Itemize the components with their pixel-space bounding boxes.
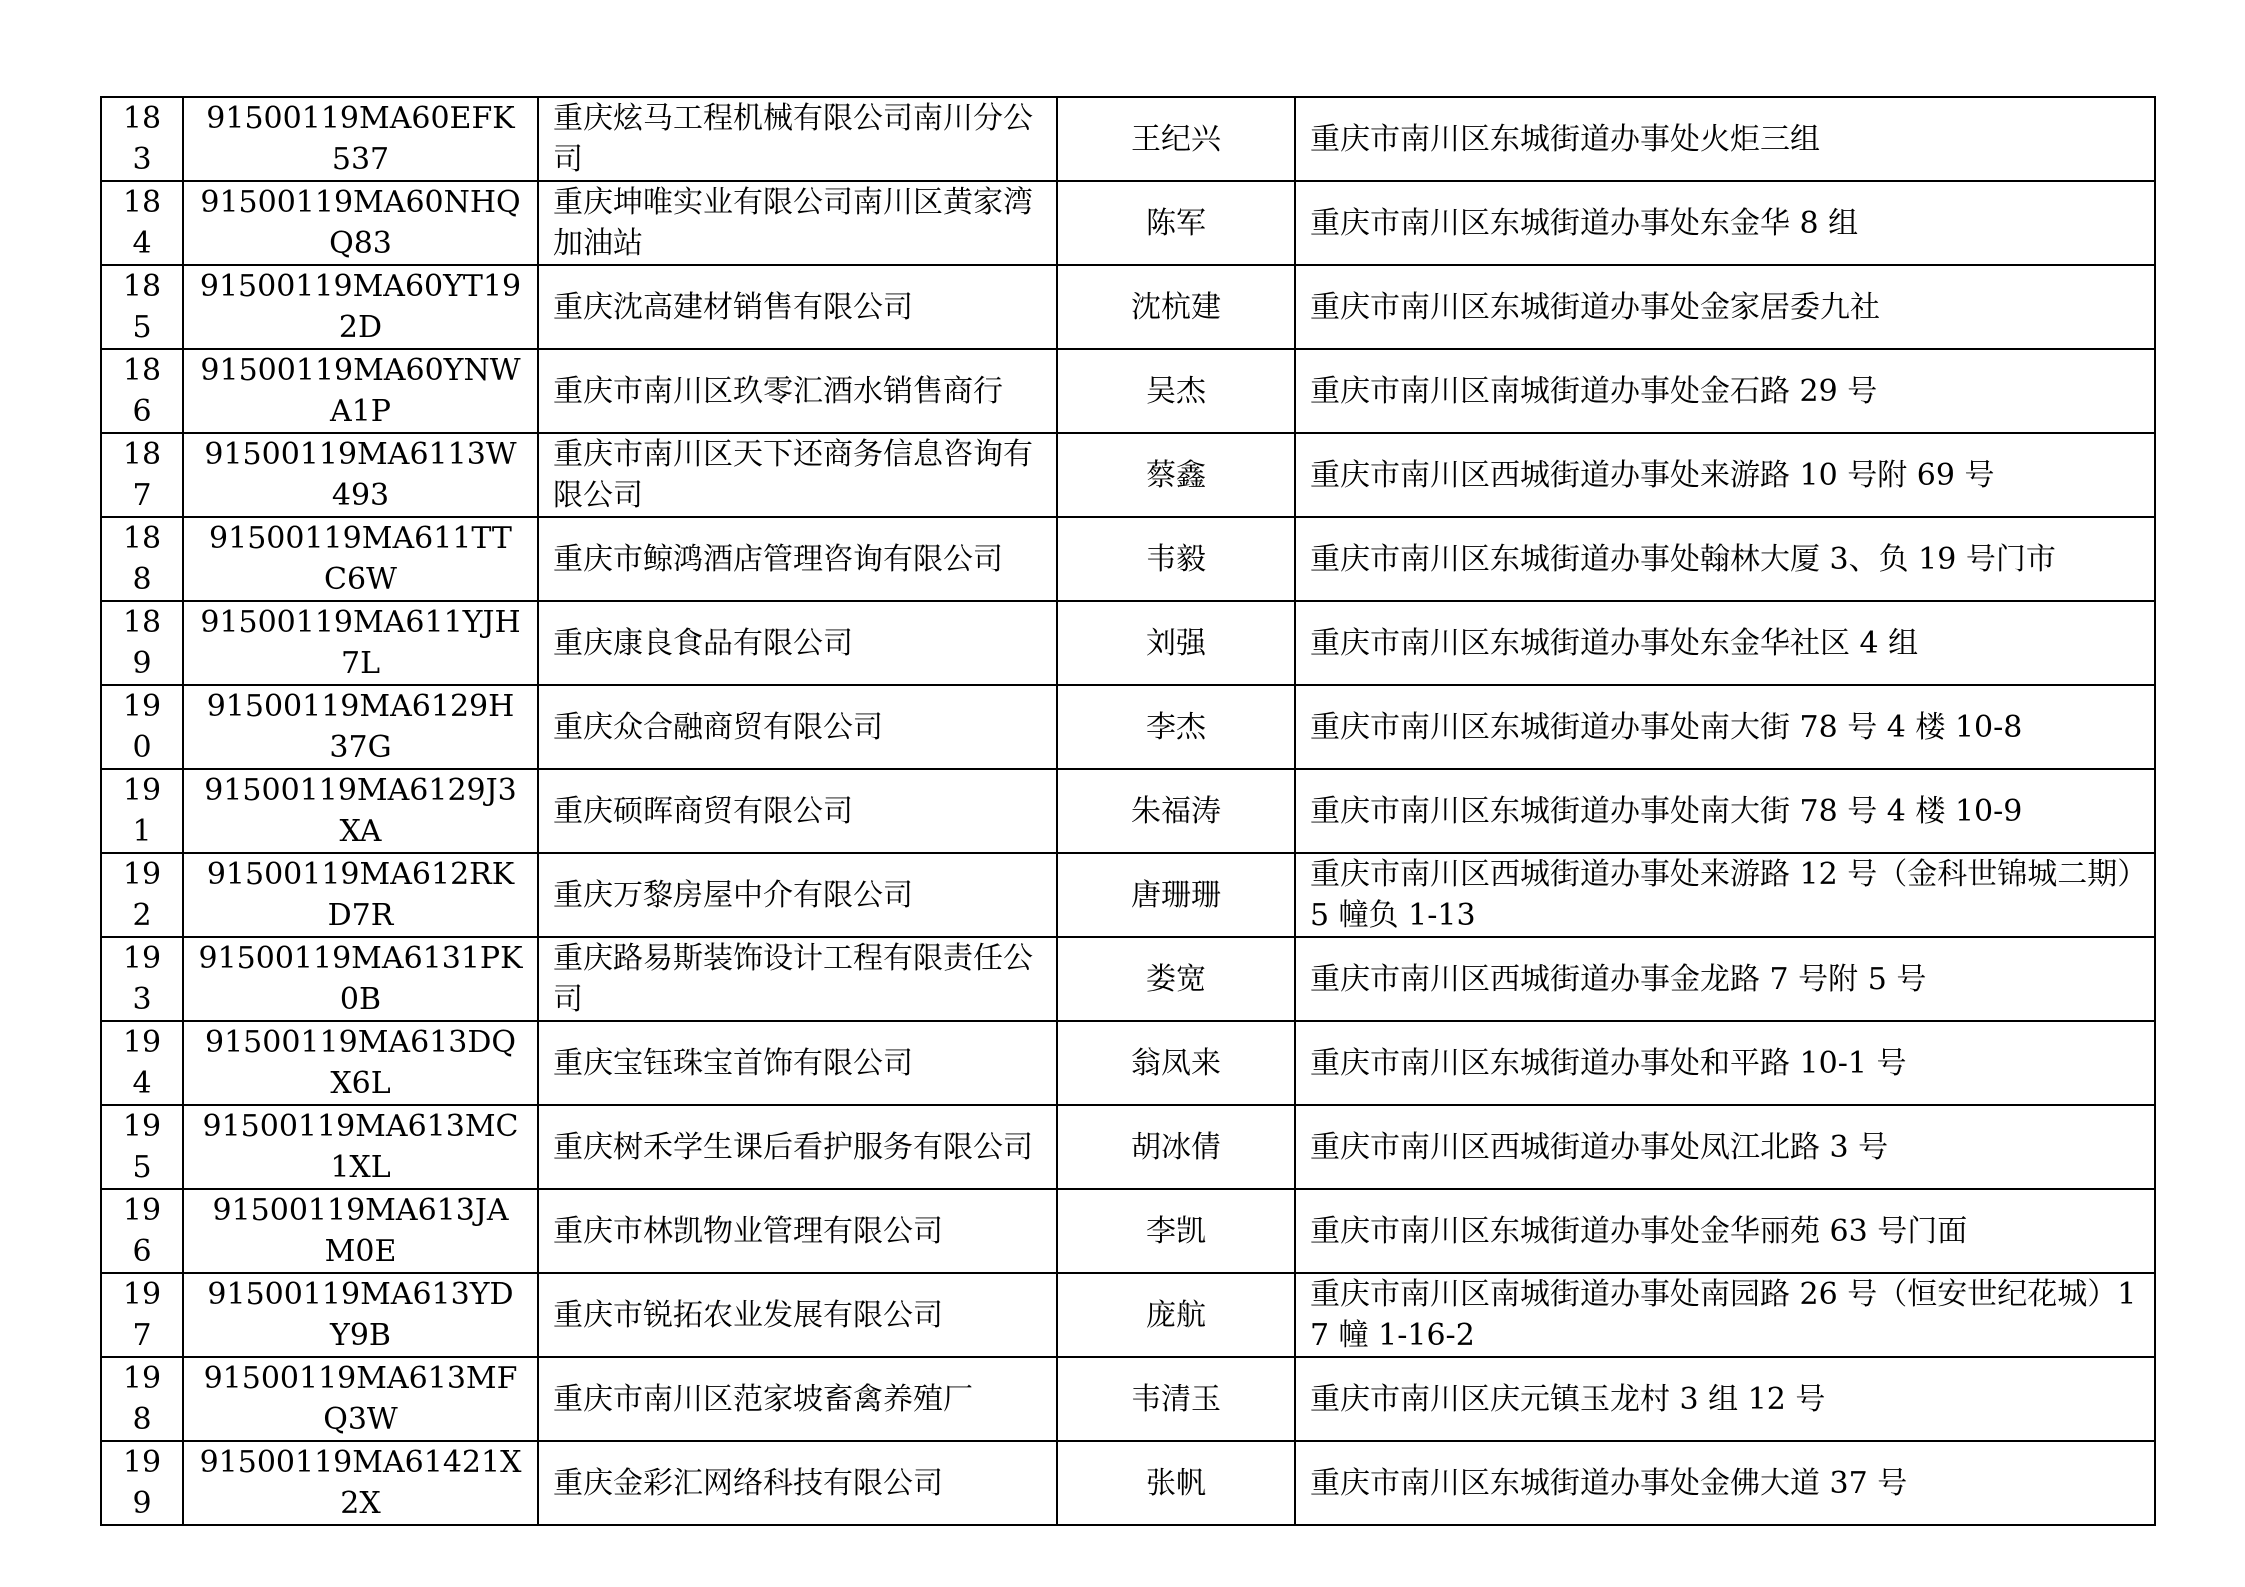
address-cell: 重庆市南川区东城街道办事处和平路 10-1 号 — [1295, 1021, 2155, 1105]
credit-code-cell: 91500119MA60YT192D — [183, 265, 538, 349]
company-name-cell: 重庆市鲸鸿酒店管理咨询有限公司 — [538, 517, 1057, 601]
credit-code-cell: 91500119MA611YJH7L — [183, 601, 538, 685]
address-cell: 重庆市南川区庆元镇玉龙村 3 组 12 号 — [1295, 1357, 2155, 1441]
table-row — [101, 1273, 2155, 1357]
credit-code-cell: 91500119MA60NHQQ83 — [183, 181, 538, 265]
company-name-cell: 重庆康良食品有限公司 — [538, 601, 1057, 685]
table-row — [101, 1357, 2155, 1441]
legal-representative-cell: 蔡鑫 — [1057, 433, 1295, 517]
credit-code-cell: 91500119MA6129H37G — [183, 685, 538, 769]
credit-code-cell: 91500119MA60EFK537 — [183, 97, 538, 181]
table-row — [101, 97, 2155, 181]
credit-code-cell: 91500119MA613YDY9B — [183, 1273, 538, 1357]
table-row — [101, 937, 2155, 1021]
legal-representative-cell: 李杰 — [1057, 685, 1295, 769]
address-cell: 重庆市南川区东城街道办事处南大街 78 号 4 楼 10-9 — [1295, 769, 2155, 853]
table-row — [101, 433, 2155, 517]
table-row — [101, 601, 2155, 685]
company-name-cell: 重庆市南川区范家坡畜禽养殖厂 — [538, 1357, 1057, 1441]
company-name-cell: 重庆市南川区天下还商务信息咨询有限公司 — [538, 433, 1057, 517]
company-name-cell: 重庆市林凯物业管理有限公司 — [538, 1189, 1057, 1273]
address-cell: 重庆市南川区东城街道办事处东金华 8 组 — [1295, 181, 2155, 265]
credit-code-cell: 91500119MA613JAM0E — [183, 1189, 538, 1273]
company-name-cell: 重庆市南川区玖零汇酒水销售商行 — [538, 349, 1057, 433]
row-number-cell: 195 — [101, 1105, 183, 1189]
address-cell: 重庆市南川区东城街道办事处金华丽苑 63 号门面 — [1295, 1189, 2155, 1273]
row-number-cell: 185 — [101, 265, 183, 349]
registry-table — [100, 96, 2156, 1526]
credit-code-cell: 91500119MA613DQX6L — [183, 1021, 538, 1105]
company-name-cell: 重庆树禾学生课后看护服务有限公司 — [538, 1105, 1057, 1189]
table-row — [101, 517, 2155, 601]
legal-representative-cell: 沈杭建 — [1057, 265, 1295, 349]
company-name-cell: 重庆炫马工程机械有限公司南川分公司 — [538, 97, 1057, 181]
table-row — [101, 1441, 2155, 1525]
legal-representative-cell: 翁凤来 — [1057, 1021, 1295, 1105]
address-cell: 重庆市南川区东城街道办事处翰林大厦 3、负 19 号门市 — [1295, 517, 2155, 601]
legal-representative-cell: 庞航 — [1057, 1273, 1295, 1357]
company-name-cell: 重庆硕晖商贸有限公司 — [538, 769, 1057, 853]
row-number-cell: 187 — [101, 433, 183, 517]
credit-code-cell: 91500119MA611TTC6W — [183, 517, 538, 601]
row-number-cell: 186 — [101, 349, 183, 433]
address-cell: 重庆市南川区南城街道办事处南园路 26 号（恒安世纪花城）17 幢 1-16-2 — [1295, 1273, 2155, 1357]
address-cell: 重庆市南川区东城街道办事处金家居委九社 — [1295, 265, 2155, 349]
table-row — [101, 1189, 2155, 1273]
address-cell: 重庆市南川区东城街道办事处东金华社区 4 组 — [1295, 601, 2155, 685]
row-number-cell: 190 — [101, 685, 183, 769]
legal-representative-cell: 韦毅 — [1057, 517, 1295, 601]
company-name-cell: 重庆坤唯实业有限公司南川区黄家湾加油站 — [538, 181, 1057, 265]
address-cell: 重庆市南川区西城街道办事金龙路 7 号附 5 号 — [1295, 937, 2155, 1021]
credit-code-cell: 91500119MA612RKD7R — [183, 853, 538, 937]
credit-code-cell: 91500119MA60YNWA1P — [183, 349, 538, 433]
legal-representative-cell: 娄宽 — [1057, 937, 1295, 1021]
row-number-cell: 198 — [101, 1357, 183, 1441]
table-row — [101, 685, 2155, 769]
legal-representative-cell: 张帆 — [1057, 1441, 1295, 1525]
company-name-cell: 重庆金彩汇网络科技有限公司 — [538, 1441, 1057, 1525]
legal-representative-cell: 唐珊珊 — [1057, 853, 1295, 937]
legal-representative-cell: 刘强 — [1057, 601, 1295, 685]
table-row — [101, 181, 2155, 265]
table-row — [101, 769, 2155, 853]
address-cell: 重庆市南川区西城街道办事处凤江北路 3 号 — [1295, 1105, 2155, 1189]
credit-code-cell: 91500119MA61421X2X — [183, 1441, 538, 1525]
row-number-cell: 197 — [101, 1273, 183, 1357]
legal-representative-cell: 陈军 — [1057, 181, 1295, 265]
credit-code-cell: 91500119MA6131PK0B — [183, 937, 538, 1021]
address-cell: 重庆市南川区东城街道办事处南大街 78 号 4 楼 10-8 — [1295, 685, 2155, 769]
document-page — [100, 96, 2154, 1526]
legal-representative-cell: 韦清玉 — [1057, 1357, 1295, 1441]
table-body — [101, 97, 2155, 1525]
row-number-cell: 184 — [101, 181, 183, 265]
address-cell: 重庆市南川区南城街道办事处金石路 29 号 — [1295, 349, 2155, 433]
table-row — [101, 1105, 2155, 1189]
table-row — [101, 1021, 2155, 1105]
address-cell: 重庆市南川区东城街道办事处金佛大道 37 号 — [1295, 1441, 2155, 1525]
row-number-cell: 194 — [101, 1021, 183, 1105]
credit-code-cell: 91500119MA6129J3XA — [183, 769, 538, 853]
table-row — [101, 265, 2155, 349]
legal-representative-cell: 朱福涛 — [1057, 769, 1295, 853]
legal-representative-cell: 胡冰倩 — [1057, 1105, 1295, 1189]
row-number-cell: 199 — [101, 1441, 183, 1525]
legal-representative-cell: 李凯 — [1057, 1189, 1295, 1273]
company-name-cell: 重庆市锐拓农业发展有限公司 — [538, 1273, 1057, 1357]
legal-representative-cell: 王纪兴 — [1057, 97, 1295, 181]
row-number-cell: 192 — [101, 853, 183, 937]
row-number-cell: 188 — [101, 517, 183, 601]
table-row — [101, 349, 2155, 433]
address-cell: 重庆市南川区西城街道办事处来游路 12 号（金科世锦城二期）5 幢负 1-13 — [1295, 853, 2155, 937]
company-name-cell: 重庆宝钰珠宝首饰有限公司 — [538, 1021, 1057, 1105]
row-number-cell: 191 — [101, 769, 183, 853]
company-name-cell: 重庆众合融商贸有限公司 — [538, 685, 1057, 769]
company-name-cell: 重庆路易斯装饰设计工程有限责任公司 — [538, 937, 1057, 1021]
credit-code-cell: 91500119MA613MFQ3W — [183, 1357, 538, 1441]
row-number-cell: 193 — [101, 937, 183, 1021]
row-number-cell: 196 — [101, 1189, 183, 1273]
company-name-cell: 重庆万黎房屋中介有限公司 — [538, 853, 1057, 937]
company-name-cell: 重庆沈高建材销售有限公司 — [538, 265, 1057, 349]
address-cell: 重庆市南川区东城街道办事处火炬三组 — [1295, 97, 2155, 181]
credit-code-cell: 91500119MA6113W493 — [183, 433, 538, 517]
credit-code-cell: 91500119MA613MC1XL — [183, 1105, 538, 1189]
address-cell: 重庆市南川区西城街道办事处来游路 10 号附 69 号 — [1295, 433, 2155, 517]
row-number-cell: 189 — [101, 601, 183, 685]
table-row — [101, 853, 2155, 937]
legal-representative-cell: 吴杰 — [1057, 349, 1295, 433]
row-number-cell: 183 — [101, 97, 183, 181]
